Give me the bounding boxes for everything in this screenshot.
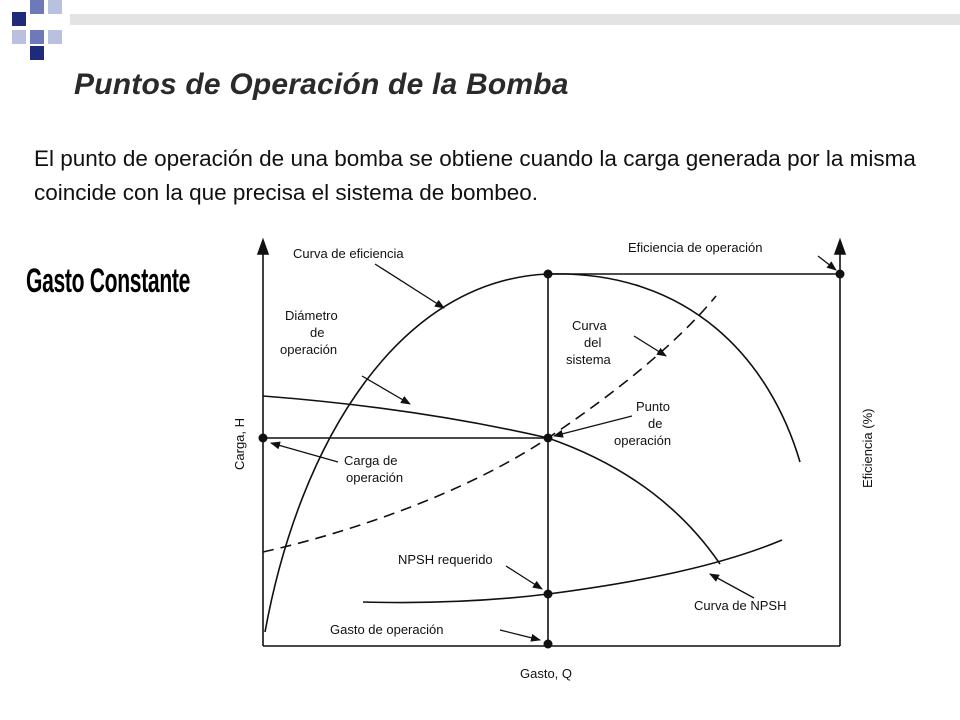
label-curva-sistema-3: sistema bbox=[566, 352, 611, 367]
point-head-axis bbox=[259, 434, 268, 443]
point-operation bbox=[544, 434, 553, 443]
point-efficiency-axis bbox=[836, 270, 845, 279]
left-axis-arrowhead bbox=[258, 240, 268, 254]
label-curva-eficiencia: Curva de eficiencia bbox=[293, 246, 404, 261]
label-diametro-1: Diámetro bbox=[285, 308, 338, 323]
arrow-eficiencia-operacion bbox=[818, 256, 836, 270]
x-axis-label: Gasto, Q bbox=[520, 666, 573, 681]
label-curva-sistema-2: del bbox=[584, 335, 602, 350]
label-carga-1: Carga de bbox=[344, 453, 398, 468]
side-label: Gasto Constante bbox=[26, 262, 191, 300]
arrow-gasto-operacion bbox=[500, 630, 540, 640]
label-diametro-2: de bbox=[310, 325, 325, 340]
right-axis-arrowhead bbox=[835, 240, 845, 254]
label-punto-2: de bbox=[648, 416, 663, 431]
arrow-curva-npsh bbox=[710, 574, 754, 598]
label-gasto-operacion: Gasto de operación bbox=[330, 622, 444, 637]
slide-title: Puntos de Operación de la Bomba bbox=[74, 68, 569, 101]
y-axis-right-label: Eficiencia (%) bbox=[860, 408, 875, 488]
arrow-curva-eficiencia bbox=[375, 264, 444, 308]
label-punto-1: Punto bbox=[636, 399, 670, 414]
label-curva-sistema-1: Curva bbox=[572, 318, 607, 333]
label-carga-2: operación bbox=[346, 470, 404, 485]
npsh-curve bbox=[363, 540, 782, 603]
point-flow-axis bbox=[544, 640, 553, 649]
axes bbox=[258, 240, 845, 646]
arrow-carga-operacion bbox=[271, 443, 338, 462]
arrow-diametro bbox=[362, 376, 410, 404]
label-diametro-3: operación bbox=[280, 342, 338, 357]
arrow-npsh-requerido bbox=[506, 566, 542, 589]
point-npsh bbox=[544, 590, 553, 599]
label-punto-3: operación bbox=[614, 433, 672, 448]
y-axis-left-label: Carga, H bbox=[232, 417, 247, 470]
label-npsh-requerido: NPSH requerido bbox=[398, 552, 493, 567]
label-curva-npsh: Curva de NPSH bbox=[694, 598, 787, 613]
point-efficiency-peak bbox=[544, 270, 553, 279]
label-eficiencia-operacion: Eficiencia de operación bbox=[628, 240, 763, 255]
slide-paragraph: El punto de operación de una bomba se obtiene cuando la carga generada por la misma coincide con la que precisa el sistema de bombeo. bbox=[34, 146, 916, 205]
arrow-curva-sistema bbox=[634, 336, 666, 356]
